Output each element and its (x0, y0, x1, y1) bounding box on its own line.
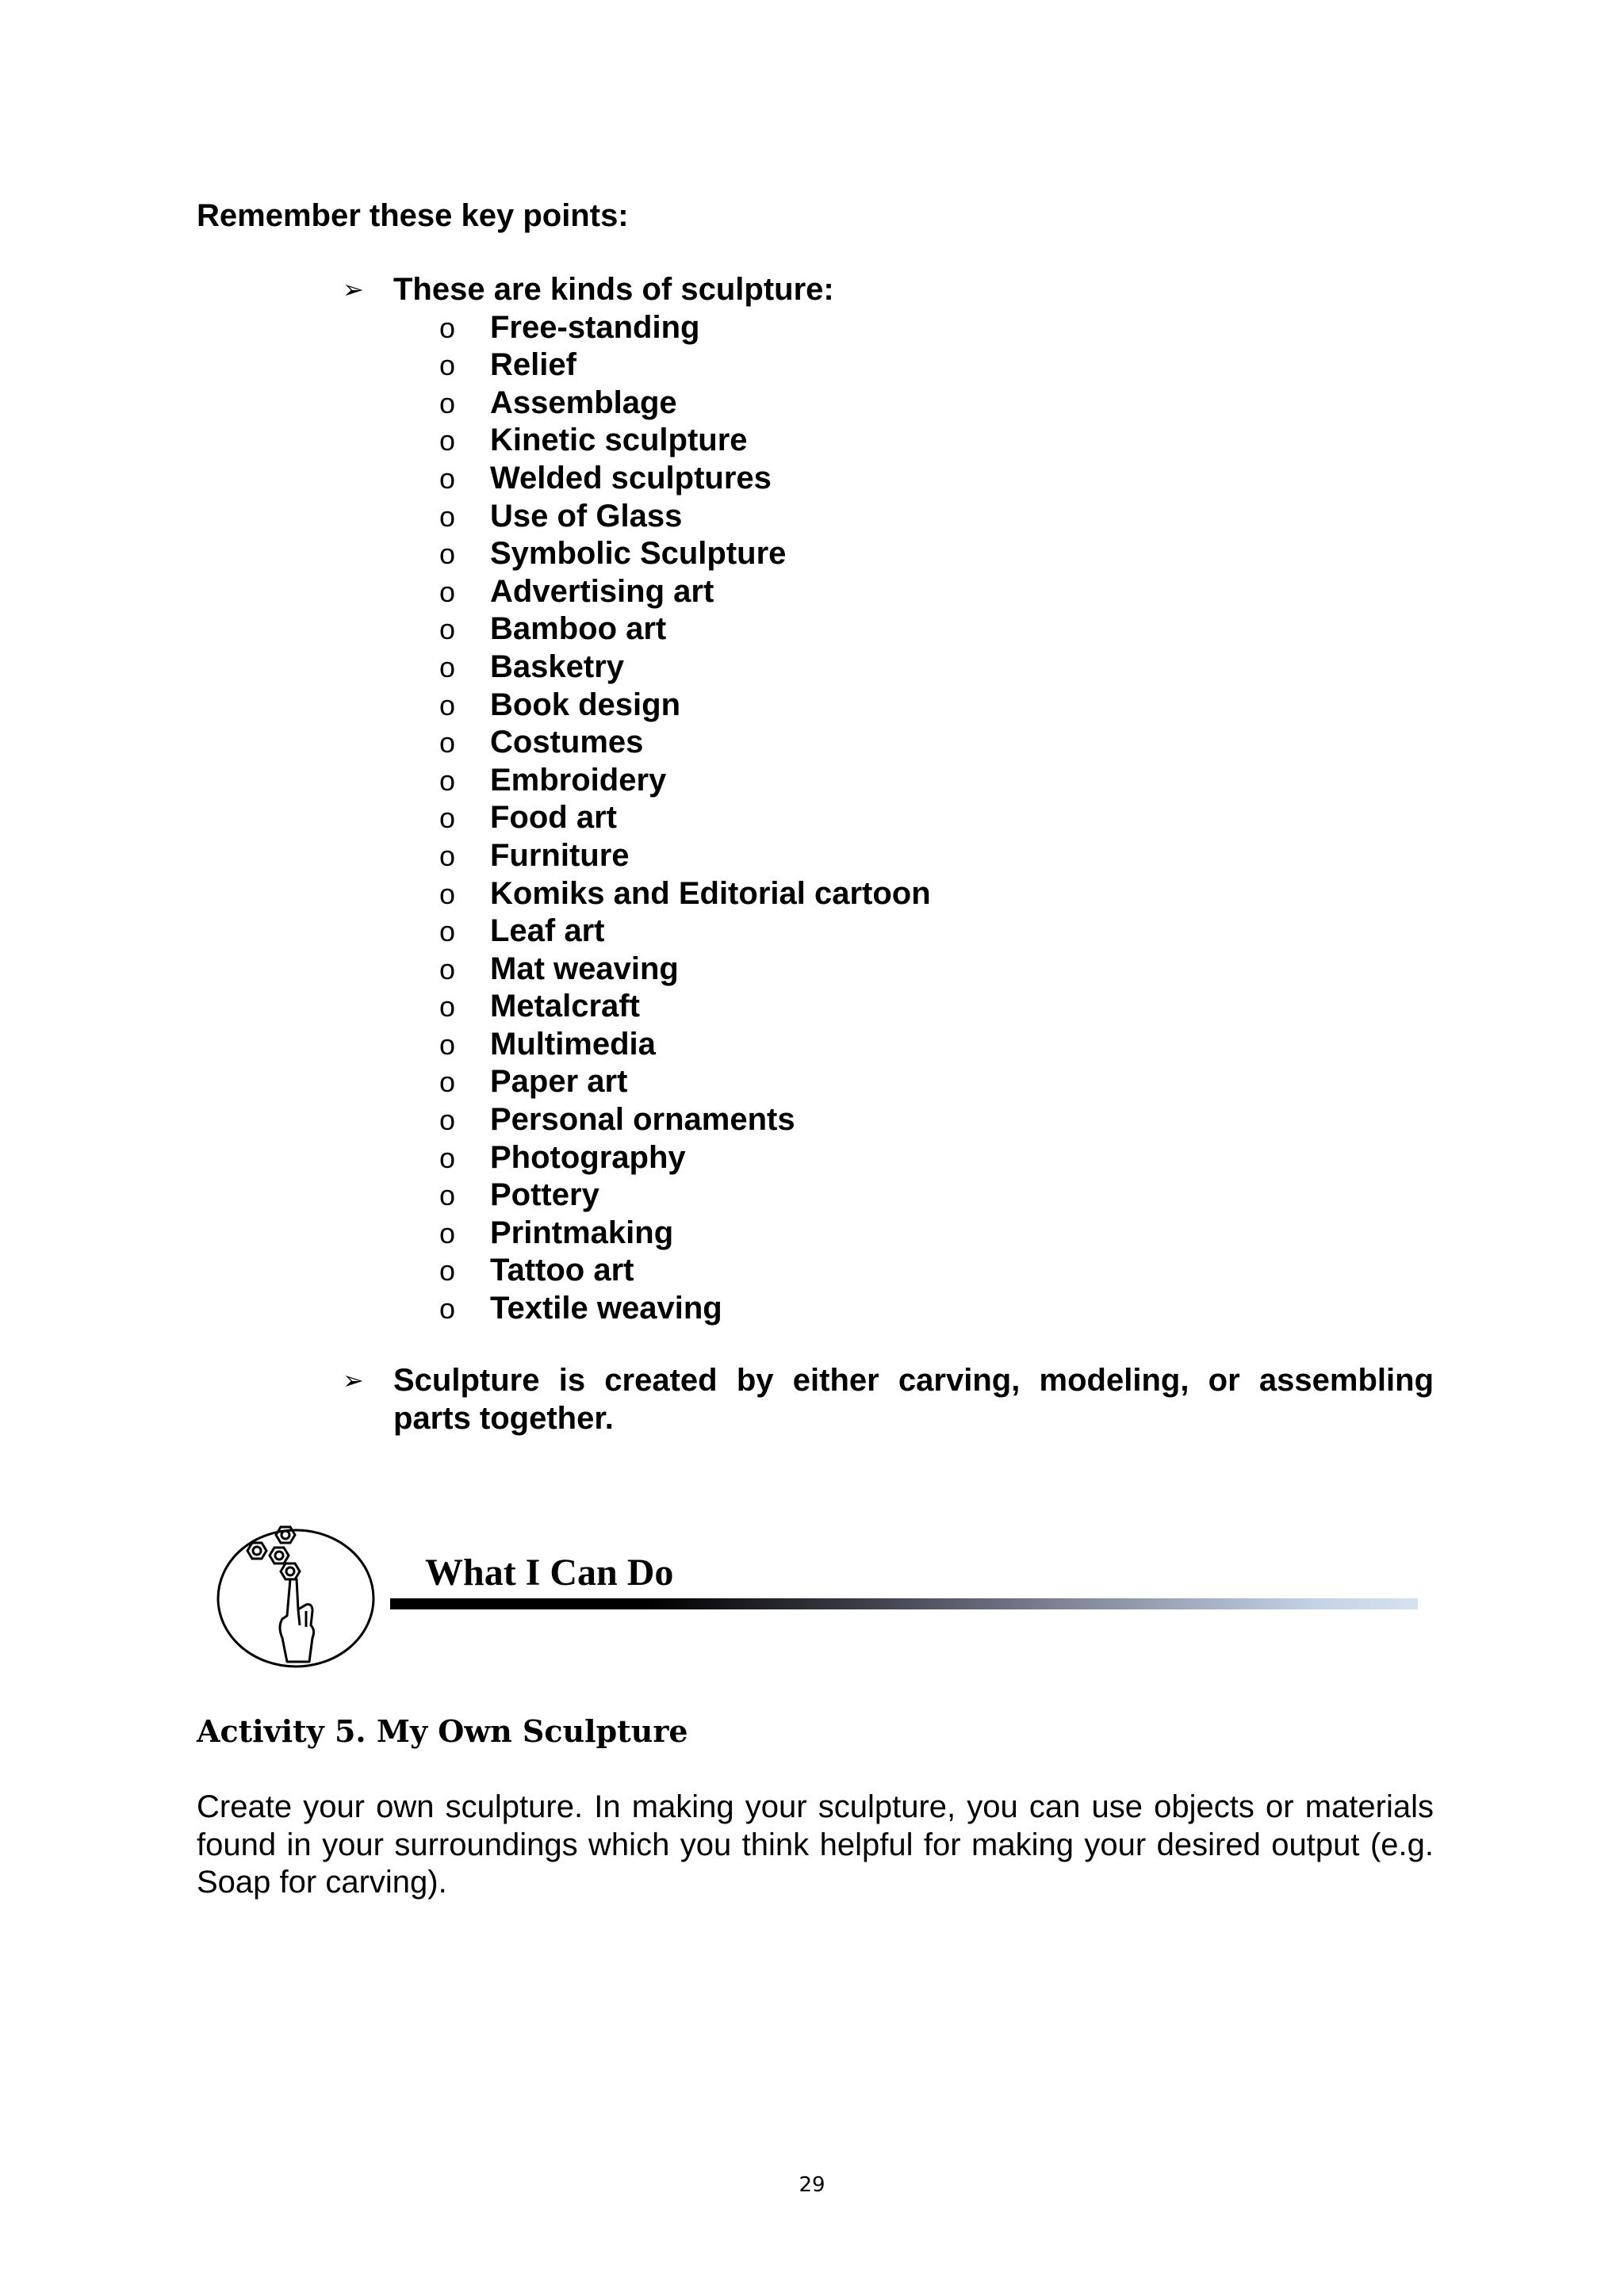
arrow-bullet-icon: ➢ (343, 274, 364, 304)
list-item (439, 837, 1434, 875)
circle-bullet-icon: o (439, 538, 456, 571)
list-item (439, 346, 1434, 385)
key-points-heading: Remember these key points: (197, 198, 629, 233)
circle-bullet-icon: o (439, 763, 456, 797)
bullet-sculpture-creation (343, 1362, 1434, 1437)
circle-bullet-icon: o (439, 688, 456, 721)
circle-bullet-icon: o (439, 877, 456, 910)
list-item (439, 498, 1434, 536)
circle-bullet-icon: o (439, 1066, 456, 1099)
bullet-text: These are kinds of sculpture: (393, 272, 834, 307)
circle-bullet-icon: o (439, 499, 456, 533)
circle-bullet-icon: o (439, 726, 456, 760)
circle-bullet-icon: o (439, 650, 456, 683)
arrow-bullet-icon: ➢ (343, 1365, 364, 1395)
bullet-kinds-of-sculpture (343, 271, 1434, 1328)
sculpture-kinds-list (439, 309, 1434, 1328)
circle-bullet-icon: o (439, 1027, 456, 1061)
list-item-label: Book design (490, 687, 681, 722)
list-item (439, 385, 1434, 423)
list-item (439, 762, 1434, 800)
list-item (439, 1139, 1434, 1177)
list-item (439, 573, 1434, 611)
list-item-label: Bamboo art (490, 611, 667, 647)
circle-bullet-icon: o (439, 1104, 456, 1137)
circle-bullet-icon: o (439, 839, 456, 872)
circle-bullet-icon: o (439, 802, 456, 835)
list-item (439, 649, 1434, 687)
circle-bullet-icon: o (439, 915, 456, 948)
list-item (439, 1026, 1434, 1064)
circle-bullet-icon: o (439, 424, 456, 457)
list-item (439, 1177, 1434, 1215)
circle-bullet-icon: o (439, 461, 456, 495)
circle-bullet-icon: o (439, 575, 456, 608)
circle-bullet-icon: o (439, 1292, 456, 1326)
list-item-label: Costumes (490, 725, 644, 760)
circle-bullet-icon: o (439, 1254, 456, 1288)
list-item-label: Furniture (490, 837, 630, 873)
circle-bullet-icon: o (439, 349, 456, 382)
bullet-text: Sculpture is created by either carving, modeling, or assembling parts together. (393, 1363, 1434, 1436)
list-item-label: Personal ornaments (490, 1102, 795, 1138)
circle-bullet-icon: o (439, 1179, 456, 1212)
list-item (439, 460, 1434, 498)
list-item-label: Textile weaving (490, 1291, 722, 1326)
list-item-label: Food art (490, 800, 617, 836)
circle-bullet-icon: o (439, 952, 456, 985)
list-item (439, 951, 1434, 989)
list-item-label: Advertising art (490, 573, 714, 609)
circle-bullet-icon: o (439, 990, 456, 1024)
what-i-can-do-banner (214, 1522, 1419, 1670)
list-item-label: Multimedia (490, 1026, 656, 1062)
list-item-label: Tattoo art (490, 1253, 634, 1288)
list-item-label: Komiks and Editorial cartoon (490, 875, 931, 911)
list-item-label: Relief (490, 347, 576, 383)
list-item-label: Kinetic sculpture (490, 423, 748, 458)
list-item (439, 422, 1434, 460)
section-title: What I Can Do (425, 1552, 674, 1594)
list-item-label: Metalcraft (490, 989, 640, 1024)
list-item-label: Use of Glass (490, 498, 683, 534)
circle-bullet-icon: o (439, 311, 456, 344)
circle-bullet-icon: o (439, 613, 456, 646)
list-item (439, 988, 1434, 1026)
list-item (439, 687, 1434, 725)
circle-bullet-icon: o (439, 386, 456, 419)
list-item-label: Leaf art (490, 913, 605, 949)
list-item (439, 799, 1434, 837)
list-item (439, 1063, 1434, 1101)
circle-bullet-icon: o (439, 1141, 456, 1174)
section-title-underline (390, 1598, 1418, 1609)
list-item (439, 913, 1434, 951)
list-item-label: Printmaking (490, 1215, 674, 1250)
list-item (439, 1101, 1434, 1139)
list-item (439, 724, 1434, 762)
hand-gears-icon (214, 1522, 377, 1670)
list-item-label: Paper art (490, 1064, 628, 1100)
list-item-label: Assemblage (490, 385, 677, 420)
list-item-label: Mat weaving (490, 951, 679, 986)
list-item-label: Embroidery (490, 762, 667, 798)
list-item-label: Symbolic Sculpture (490, 536, 787, 572)
list-item (439, 535, 1434, 573)
page-number: 29 (799, 2173, 825, 2197)
list-item-label: Free-standing (490, 309, 700, 345)
activity-instructions: Create your own sculpture. In making your sculpture, you can use objects or materials found in your surroundings which you think helpful for making your desired output (e.g. Soap for carving). (197, 1789, 1434, 1900)
list-item-label: Pottery (490, 1177, 599, 1213)
circle-bullet-icon: o (439, 1216, 456, 1249)
activity-heading: Activity 5. My Own Sculpture (197, 1713, 688, 1749)
list-item-label: Basketry (490, 649, 625, 684)
list-item (439, 1215, 1434, 1253)
list-item (439, 610, 1434, 649)
list-item (439, 1252, 1434, 1290)
list-item-label: Photography (490, 1139, 686, 1175)
list-item (439, 875, 1434, 913)
list-item (439, 309, 1434, 347)
list-item-label: Welded sculptures (490, 460, 772, 496)
list-item (439, 1290, 1434, 1328)
